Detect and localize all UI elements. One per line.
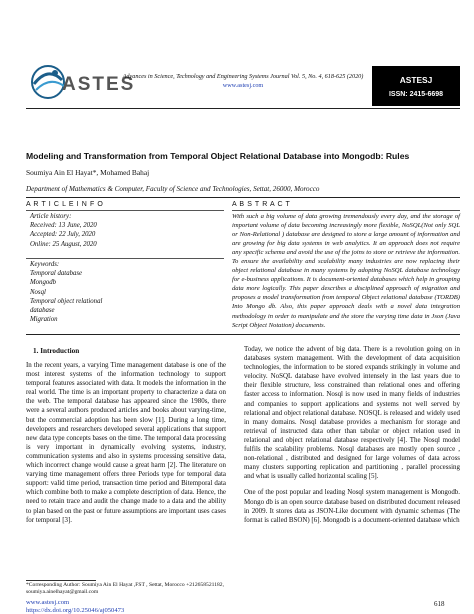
history-accepted: Accepted: 22 July, 2020 (30, 231, 96, 239)
article-info-divider (26, 210, 224, 211)
footer-url-link[interactable]: www.astesj.com (26, 599, 70, 606)
keywords-heading: Keywords: (30, 261, 60, 268)
journal-url-link[interactable]: www.astesj.com (222, 82, 264, 89)
title-divider (26, 197, 460, 198)
paper-title: Modeling and Transformation from Temporal Object Relational Database into Mongodb: Rules (26, 151, 410, 161)
section-heading-introduction: 1. Introduction (33, 347, 80, 355)
keyword-item: Temporal object relational (30, 297, 103, 305)
abstract-text: With such a big volume of data growing tremendously every day, and the storage of important volume of data becoming increasingly more flexible, NoSQL(Not only SQL or Non-Relational ) database are designed to store a large amount of information and are growing for big data systems in web analytics. It an approach does not require any specific schema and avoid the use of the joins to store or retrieve the information. To ensure the availability and scalability many industries are now replacing their object relational database in many systems by adopting NoSQL database technology for e-business applications. It is document-oriented databases which help in grouping data more logically. This paper describes a disciplined approach of migration and proposes a model transformation from temporal Object relational database (TORDB) Into Mongo db. Also, this paper approach deals with a novel data integration methodology in order to manipulate and the store the varying time data in Json (Java Script Object Notation) documents. (232, 213, 460, 329)
badge-issn: ISSN: 2415-6698 (388, 91, 444, 98)
keyword-item: Mongodb (30, 279, 57, 287)
keywords-list (30, 260, 208, 324)
badge-title: ASTESJ (399, 75, 433, 85)
paper-authors: Soumiya Ain El Hayat*, Mohamed Bahaj (26, 168, 150, 177)
body-paragraph: In the recent years, a varying Time management database is one of the most interest systems of the information technology to support temporal features associated with data. It models the information in the real world. The time is an important property to characterize a data on the web. The temporal database has appeared since the 1980s, there were a several authors produced articles and books about varying-time, but the commercial adoption has been slow [1]. During a long time, developers and researchers developed several applications that support new data type concepts bases on the time. The temporal data processing is very important in dynamically evolving systems, industry, communication systems and also in systems processing sensitive data, which incorrect change would cause a great harm [2]. The literature on varying time management offers three Periods type for temporal data support: valid time period, transaction time period and Bitemporal data which combine both to make a complete description of data. Hence, the need to retain trace and audit the change made to a data and the ability to plan based on the past or future assumptions are important uses cases for temporal [3]. (26, 361, 226, 524)
page-number: 618 (434, 600, 445, 608)
journal-badge (372, 66, 460, 106)
abstract-bottom-divider (26, 334, 460, 335)
keywords-divider (26, 258, 224, 259)
body-column-left (26, 361, 226, 532)
keyword-item: database (30, 307, 55, 315)
keyword-item: Nosql (30, 288, 46, 296)
abstract-heading: A B S T R A C T (232, 201, 291, 208)
body-paragraph: Today, we notice the advent of big data. There is a revolution going on in databases system management. With the development of data acquisition technologies, the information to be stored expands strikingly in volume and velocity. NoSQL database have evolved intensely in the last years due to their flexible structure, less constrained than relational ones and offering faster access to information. Nosql is now used in many fields of industries and companies to support applications and systems not well served by relational and object relational database. NOSQL is released and widely used in many domains. Nosql database provides a mechanism for storage and retrieval of instructed data other than tabular or object relation used in relational and object relational database respectively [4]. The Nosql model fulfils the scalability problems. Nosql databases are mostly open source , non-relational , distributed and designed for large volumes of data across many clusters supporting replication and partitioning , parallel processing and what is usually called horizontal scaling [5]. (244, 345, 460, 481)
footer-doi-link[interactable]: https://dx.doi.org/10.25046/aj050473 (26, 607, 125, 614)
article-history (30, 212, 226, 249)
body-column-right (244, 345, 460, 532)
article-info-heading: A R T I C L E I N F O (26, 201, 104, 208)
keyword-item: Temporal database (30, 270, 83, 278)
corresponding-author-footnote: *Corresponding Author: Soumiya Ain El Hayat ,FST , Settat, Morocco +212658521182, soumiya.ainelhayat@gmail.com (26, 582, 224, 595)
history-online: Online: 25 August, 2020 (30, 240, 97, 248)
journal-line: Advances in Science, Technology and Engineering Systems Journal Vol. 5, No. 4, 618-625 (2020) (122, 73, 364, 80)
header-divider (26, 108, 460, 109)
body-paragraph: One of the post popular and leading Nosql system management is Mongodb. Mongo db is an open source database based on distributed document released in 2009. It stores data as JSON-Like document with dynamic schemas (The format is called BSON) [6]. Mongodb is a document-oriented database which (244, 488, 460, 524)
abstract-divider (232, 210, 460, 211)
keyword-item: Migration (30, 316, 58, 324)
history-label: Article history: (30, 213, 72, 220)
paper-affiliation: Department of Mathematics & Computer, Faculty of Science and Technologies, Settat, 26000, Morocco (26, 185, 320, 193)
history-received: Received: 13 June, 2020 (30, 222, 97, 230)
footnote-divider (26, 580, 96, 581)
logo-text: ASTES (62, 74, 136, 95)
